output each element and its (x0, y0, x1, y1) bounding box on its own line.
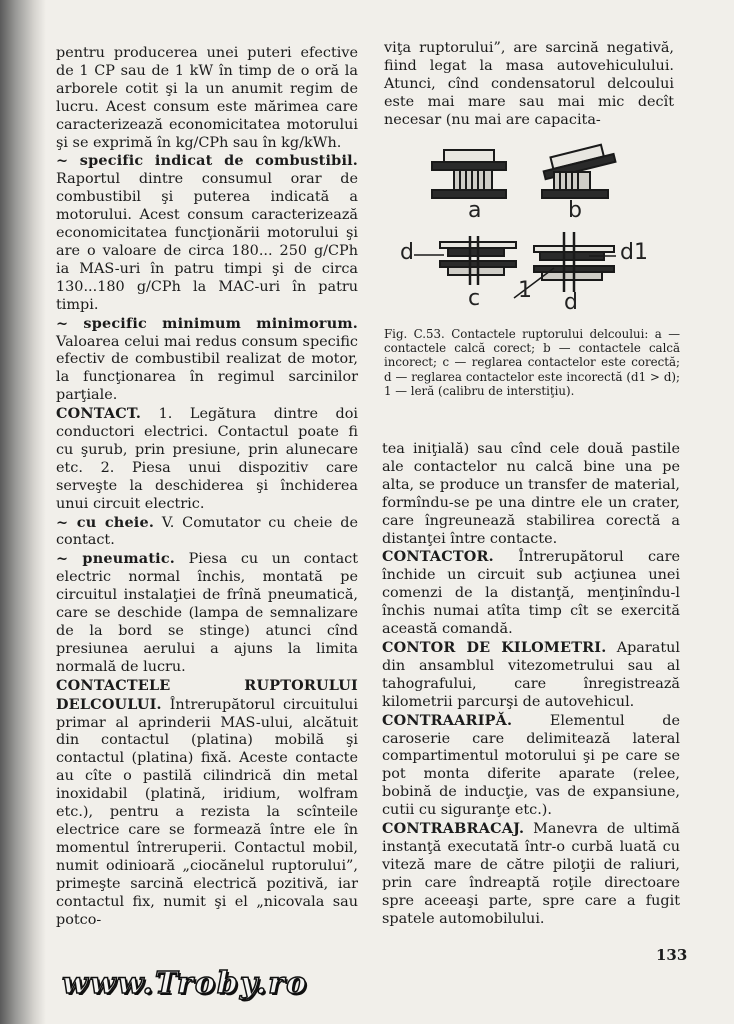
entry-term: ~ pneumatic. (56, 550, 176, 568)
entry-term: CONTOR DE KILOMETRI. (382, 638, 607, 656)
entry-contact: CONTACT. 1. Legătura dintre doi conductori electrici. Contactul poate fi cu şurub, prin presiune, prin alunecare etc. 2. Piesa unui dispozitiv care serveşte la deschiderea şi închiderea unui circuit electric. (56, 405, 358, 512)
paragraph: pentru producerea unei puteri efective de 1 CP sau de 1 kW în timp de o oră la arborele cotit şi la un anumit regim de lucru. Acest consum este mărimea care caracterizează economicitatea motorului şi se exprimă în kg/CPh sau în kg/kWh. (56, 45, 358, 151)
page-number: 133 (656, 946, 688, 964)
figure-label-d-bottom: d (564, 290, 578, 315)
right-column-bottom (382, 440, 680, 928)
entry-term: CONTACTELE RUPTORULUI DELCOULUI. (56, 676, 358, 713)
caption-body: a — contactele calcă corect; b — contactele calcă incorect; c — reglarea contactelor este corectă; d — reglarea contactelor este incorectă (d1 > d); 1 — leră (calibru de interstiţiu). (384, 327, 681, 398)
page-edge-shadow (0, 0, 46, 1024)
figure-label-d-left: d (400, 240, 414, 265)
contact-gap-correct-c (414, 236, 516, 285)
figure-label-a: a (468, 198, 482, 223)
entry-term: ~ cu cheie. (56, 513, 155, 531)
entry-term: ~ specific minimum minimorum. (56, 314, 358, 332)
breaker-contacts-illustration (384, 140, 682, 330)
entry-term: CONTACT. (56, 405, 142, 423)
entry-term: CONTRAARIPĂ. (382, 711, 513, 729)
figure-breaker-contacts (384, 140, 682, 330)
entry-pneumatic: ~ pneumatic. Piesa cu un contact electric normal închis, montată pe circuitul instalaţiei de frînă pneumatică, care se deschide (lampa de semnalizare de la bord se stinge) atunci cînd presiunea aerului a ajuns la limita normală de lucru. (56, 550, 358, 675)
entry-contactor: CONTACTOR. Întrerupătorul care închide un circuit sub acţiunea unei comenzi de la distanţă, menţinîndu-l închis numai atîta timp cît se exercită această comandă. (382, 548, 680, 638)
entry-term: ~ specific indicat de combustibil. (56, 152, 358, 170)
figure-caption (384, 327, 680, 398)
entry-contraaripa: CONTRAARIPĂ. Elementul de caroserie care delimitează lateral compartimentul motorului şi pe care se pot monta diferite aparate (relee, bobină de inducţie, vas de expansiune, cutii cu siguranţe etc.). (382, 711, 681, 819)
figure-label-b: b (568, 198, 582, 223)
figure-label-1: 1 (518, 278, 532, 303)
entry-contor-de-kilometri: CONTOR DE KILOMETRI. Aparatul din ansamblul vitezometrului sau al tahografului, care înregistrează kilometrii parcurşi de autovehicul. (382, 638, 680, 710)
figure-label-d1: d1 (620, 240, 648, 265)
figure-label-c: c (468, 286, 481, 311)
entry-contactele-ruptorului: CONTACTELE RUPTORULUI DELCOULUI. Întrerupătorul circuitului primar al aprinderii MAS-ului, alcătuit din contactul (platina) mobilă şi contactul (platina) fixă. Aceste contacte au cîte o pastilă cilindrică din metal inoxidabil (platină, iridium, wolfram etc.), pentru a rezista la scînteile electrice care se formează între ele în momentul întreruperii. Contactul mobil, numit odinioară „ciocănelul ruptorului”, primeşte sarcină electrică pozitivă, iar contactul fix, numit şi el „nicovala sau potco- (56, 676, 358, 928)
paragraph: tea iniţială) sau cînd cele două pastile ale contactelor nu calcă bine una pe alta, se produce un transfer de material, formîndu-se pe una dintre ele un crater, care îngreunează stabilirea corectă a distanţei între contacte. (382, 441, 680, 547)
caption-title: Fig. C.53. Contactele ruptorului delcoului: (384, 327, 649, 341)
entry-term: CONTACTOR. (382, 548, 494, 566)
entry-term: CONTRABRACAJ. (382, 820, 525, 838)
entry-cu-cheie: ~ cu cheie. V. Comutator cu cheie de contact. (56, 513, 358, 549)
entry-specific-indicat: ~ specific indicat de combustibil. Raportul dintre consumul orar de combustibil şi puterea indicată a motorului. Acest consum caracterizează economicitatea funcţionării motorului şi are o valoare de circa 180... 250 g/CPh ia MAS-uri în patru timpi şi de circa 130...180 g/CPh la MAC-uri în patru timpi. (56, 152, 358, 313)
watermark: www.Troby.ro (62, 966, 309, 1001)
contacts-aligned-a (432, 150, 506, 198)
right-column-top (384, 40, 674, 130)
paragraph: viţa ruptorului”, are sarcină negativă, fiind legat la masa autovehiculului. Atunci, cînd condensatorul delcoului este mai mare sau mai mic decît necesar (nu mai are capacita- (384, 40, 674, 128)
entry-specific-minimum: ~ specific minimum minimorum. Valoarea celui mai redus consum specific efectiv de combustibil realizat de motor, la funcţionarea în regimul sarcinilor parţiale. (56, 314, 358, 404)
left-column (56, 44, 358, 929)
entry-contrabracaj: CONTRABRACAJ. Manevra de ultimă instanţă executată într-o curbă luată cu viteză mare de către piloţii de raliuri, prin care îndreaptă roţile directoare spre aceeaşi parte, spre care a fugit spatele automobilului. (382, 820, 681, 927)
